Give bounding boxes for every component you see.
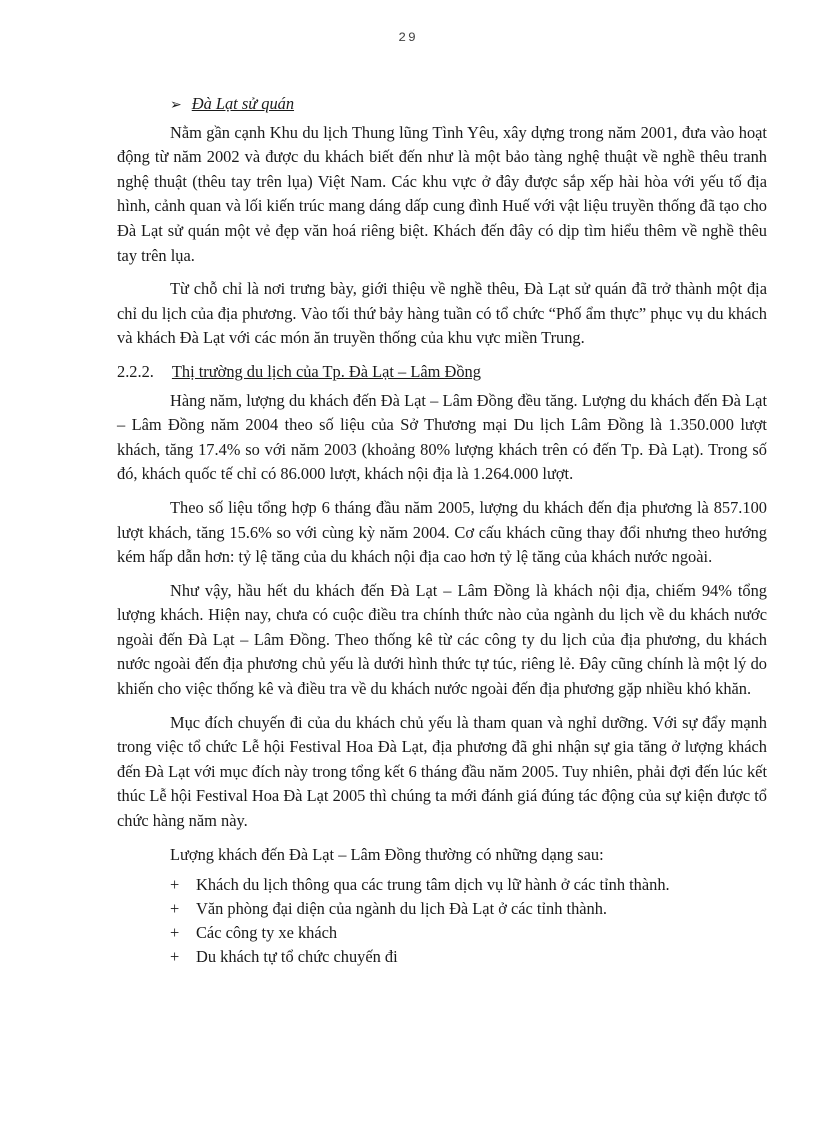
paragraph: Từ chỗ chỉ là nơi trưng bày, giới thiệu về nghề thêu, Đà Lạt sử quán đã trở thành một địa chỉ du lịch của địa phương. Vào tối thứ bảy hàng tuần có tổ chức “Phố ẩm thực” phục vụ du khách và khách Đà Lạt với các món ăn truyền thống của khu vực miền Trung. (117, 279, 767, 348)
document-body (117, 92, 767, 969)
list-item (170, 897, 767, 921)
list-item-text: Các công ty xe khách (196, 923, 338, 943)
subheading (170, 92, 767, 119)
list-item (170, 873, 767, 897)
subheading-title: Đà Lạt sử quán (191, 94, 295, 113)
paragraph: Nằm gần cạnh Khu du lịch Thung lũng Tình Yêu, xây dựng trong năm 2001, đưa vào hoạt động từ năm 2002 và được du khách biết đến như là một bảo tàng nghệ thuật về nghề thêu tranh nghệ thuật (thêu tay trên lụa) Việt Nam. Các khu vực ở đây được sắp xếp hài hòa với yếu tố địa hình, cảnh quan và lối kiến trúc mang dáng dấp cung đình Huế với vật liệu truyền thống đã tạo cho Đà Lạt sử quán một vẻ đẹp văn hoá riêng biệt. Khách đến đây có dịp tìm hiểu thêm về nghề thêu tay trên lụa. (117, 122, 767, 265)
page-number: 29 (398, 30, 418, 45)
bullet-list (117, 873, 767, 969)
arrow-bullet-icon: ➢ (170, 98, 182, 113)
plus-bullet-icon: + (170, 875, 180, 895)
list-item-text: Văn phòng đại diện của ngành du lịch Đà Lạt ở các tỉnh thành. (196, 899, 608, 919)
paragraph: Như vậy, hầu hết du khách đến Đà Lạt – Lâm Đồng là khách nội địa, chiếm 94% tổng lượng khách. Hiện nay, chưa có cuộc điều tra chính thức nào của ngành du lịch về du khách nước ngoài đến Đà Lạt – Lâm Đồng. Theo thống kê từ các công ty du lịch của địa phương, du khách nước ngoài đến địa phương chủ yếu là dưới hình thức tự túc, riêng lẻ. Đây cũng chính là một lý do khiến cho việc thống kê và điều tra về du khách nước ngoài đến địa phương gặp nhiều khó khăn. (117, 580, 767, 699)
section-heading (117, 360, 767, 385)
plus-bullet-icon: + (170, 899, 180, 919)
list-item (170, 945, 767, 969)
list-item-text: Du khách tự tổ chức chuyến đi (196, 947, 398, 967)
paragraph: Hàng năm, lượng du khách đến Đà Lạt – Lâm Đồng đều tăng. Lượng du khách đến Đà Lạt – Lâm Đồng năm 2004 theo số liệu của Sở Thương mại Du lịch Lâm Đồng là 1.350.000 lượt khách, tăng 17.4% so với năm 2003 (khoảng 80% lượng khách trên có đến Tp. Đà Lạt). Trong số đó, khách quốc tế chỉ có 86.000 lượt, khách nội địa là 1.264.000 lượt. (117, 390, 767, 484)
paragraph: Theo số liệu tổng hợp 6 tháng đầu năm 2005, lượng du khách đến địa phương là 857.100 lượt khách, tăng 15.6% so với cùng kỳ năm 2004. Cơ cấu khách cũng thay đổi nhưng theo hướng kém hấp dẫn hơn: tỷ lệ tăng của du khách nội địa cao hơn tỷ lệ tăng của khách nước ngoài. (117, 497, 767, 567)
paragraph: Lượng khách đến Đà Lạt – Lâm Đồng thường có những dạng sau: (170, 844, 604, 864)
list-item (170, 921, 767, 945)
list-item-text: Khách du lịch thông qua các trung tâm dịch vụ lữ hành ở các tỉnh thành. (196, 875, 670, 895)
section-number: 2.2.2. (117, 361, 154, 381)
plus-bullet-icon: + (170, 947, 180, 967)
plus-bullet-icon: + (170, 923, 180, 943)
paragraph: Mục đích chuyến đi của du khách chủ yếu là tham quan và nghỉ dưỡng. Với sự đẩy mạnh trong việc tổ chức Lễ hội Festival Hoa Đà Lạt, địa phương đã ghi nhận sự gia tăng ở lượng khách đến Đà Lạt với mục đích này trong tổng kết 6 tháng đầu năm 2005. Tuy nhiên, phải đợi đến lúc kết thúc Lễ hội Festival Hoa Đà Lạt 2005 thì chúng ta mới đánh giá đúng tác động của sự kiện được tổ chức hàng năm này. (117, 712, 767, 831)
section-title: Thị trường du lịch của Tp. Đà Lạt – Lâm Đồng (171, 361, 481, 381)
